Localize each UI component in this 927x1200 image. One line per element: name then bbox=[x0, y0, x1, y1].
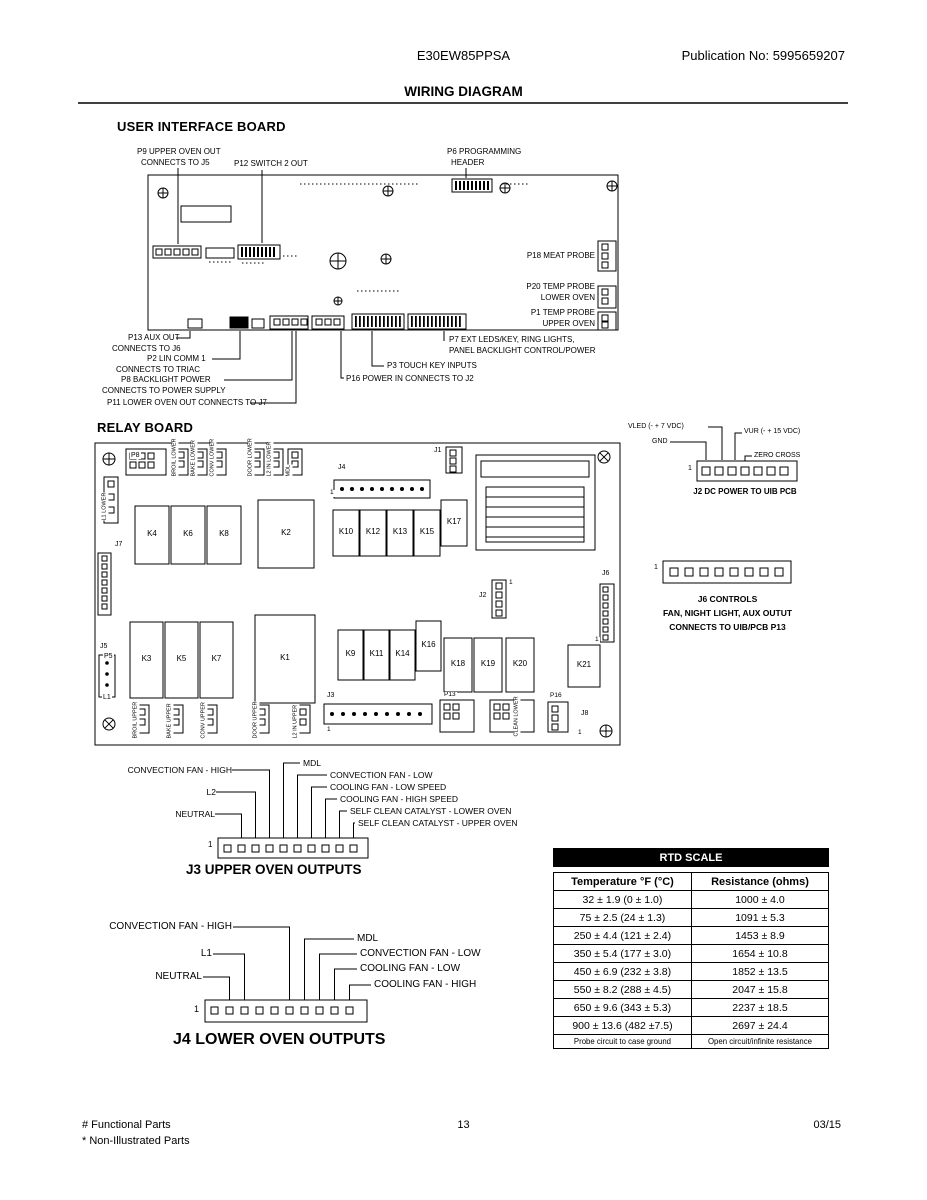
j4-connector-art bbox=[203, 927, 371, 1022]
uib-label-p20-1: P20 TEMP PROBE bbox=[526, 282, 595, 291]
relay-label-p5: P5 bbox=[104, 653, 113, 660]
rtd-res-cell: 1654 ± 10.8 bbox=[691, 945, 828, 963]
uib-label-p11: P11 LOWER OVEN OUT CONNECTS TO J7 bbox=[107, 398, 267, 407]
publication-number: Publication No: 5995659207 bbox=[681, 48, 845, 63]
relay-k13: K13 bbox=[392, 527, 408, 536]
relay-j8-pin1: 1 bbox=[578, 729, 582, 736]
j4-label-cool-high: COOLING FAN - HIGH bbox=[374, 979, 477, 990]
uib-label-p6-1: P6 PROGRAMMING bbox=[447, 147, 522, 156]
model-number: E30EW85PPSA bbox=[416, 48, 511, 63]
page-title: WIRING DIAGRAM bbox=[404, 84, 523, 99]
rtd-res-cell: 2047 ± 15.8 bbox=[691, 981, 828, 999]
rtd-temp-cell: 75 ± 2.5 (24 ± 1.3) bbox=[554, 909, 692, 927]
relay-label-j7: J7 bbox=[115, 541, 123, 548]
j4-section-title: J4 LOWER OVEN OUTPUTS bbox=[173, 1031, 386, 1048]
relay-label-l1: L1 bbox=[103, 694, 111, 701]
relay-connector-j4 bbox=[334, 480, 430, 498]
relay-label-p13: P13 bbox=[444, 691, 456, 698]
relay-label-j6: J6 bbox=[602, 570, 610, 577]
footer-functional-parts: # Functional Parts bbox=[82, 1119, 171, 1131]
relay-k20: K20 bbox=[512, 659, 528, 668]
j3-label-l2: L2 bbox=[206, 787, 216, 797]
relay-k7: K7 bbox=[211, 654, 222, 663]
relay-k15: K15 bbox=[419, 527, 435, 536]
table-row bbox=[554, 891, 829, 909]
relay-label-j2: J2 bbox=[479, 592, 487, 599]
uib-bottom-connectors bbox=[188, 314, 466, 329]
rtd-res-cell: 2697 ± 24.4 bbox=[691, 1017, 828, 1035]
j4-pin1: 1 bbox=[194, 1004, 200, 1014]
rtd-col-res: Resistance (ohms) bbox=[691, 873, 828, 891]
uib-label-p20-2: LOWER OVEN bbox=[540, 292, 595, 302]
rtd-temp-cell: Probe circuit to case ground bbox=[554, 1035, 692, 1049]
relay-label-j8: J8 bbox=[581, 710, 589, 717]
rtd-title: RTD SCALE bbox=[553, 848, 829, 867]
uib-label-p13-1: P13 AUX OUT bbox=[128, 333, 180, 342]
uib-label-p9-1: P9 UPPER OVEN OUT bbox=[137, 147, 221, 156]
rtd-temp-cell: 32 ± 1.9 (0 ± 1.0) bbox=[554, 891, 692, 909]
footer-page-number: 13 bbox=[457, 1119, 470, 1131]
uib-label-p8-1: P8 BACKLIGHT POWER bbox=[121, 375, 211, 384]
footer-non-illustrated-parts: * Non-Illustrated Parts bbox=[82, 1135, 190, 1147]
uib-label-p18: P18 MEAT PROBE bbox=[526, 251, 595, 260]
relay-rot-bottom-5: CLEAN LOWER bbox=[513, 696, 520, 737]
transformer bbox=[476, 455, 595, 550]
uib-label-p3: P3 TOUCH KEY INPUTS bbox=[387, 361, 477, 370]
rtd-temp-cell: 900 ± 13.6 (482 ±7.5) bbox=[554, 1017, 692, 1035]
relay-k2: K2 bbox=[281, 528, 291, 537]
j6-controls-pin1: 1 bbox=[654, 564, 658, 571]
table-row bbox=[554, 981, 829, 999]
relay-rot-bottom-2: CONV UPPER bbox=[200, 702, 207, 739]
relay-label-j5: J5 bbox=[100, 643, 108, 650]
rtd-res-cell: 2237 ± 18.5 bbox=[691, 999, 828, 1017]
rtd-res-cell: Open circuit/infinite resistance bbox=[691, 1035, 828, 1049]
relay-j2-pin1: 1 bbox=[509, 579, 513, 586]
relay-k6: K6 bbox=[183, 529, 193, 538]
relay-k11: K11 bbox=[369, 649, 384, 658]
relay-connector-j2 bbox=[492, 580, 506, 618]
j3-label-sc-lower: SELF CLEAN CATALYST - LOWER OVEN bbox=[350, 806, 512, 816]
j4-label-conv-high: CONVECTION FAN - HIGH bbox=[109, 921, 232, 932]
j2-power-caption: J2 DC POWER TO UIB PCB bbox=[693, 487, 797, 496]
relay-k10: K10 bbox=[338, 527, 354, 536]
rtd-temp-cell: 650 ± 9.6 (343 ± 5.3) bbox=[554, 999, 692, 1017]
rtd-temp-cell: 450 ± 6.9 (232 ± 3.8) bbox=[554, 963, 692, 981]
relay-k21: K21 bbox=[576, 660, 592, 669]
table-row bbox=[554, 945, 829, 963]
table-row bbox=[554, 1017, 829, 1035]
j3-label-conv-low: CONVECTION FAN - LOW bbox=[330, 770, 433, 780]
relay-rot-top-2: CONV LOWER bbox=[209, 438, 216, 477]
relay-k14: K14 bbox=[395, 649, 410, 658]
annot-vur: VUR (- + 15 VDC) bbox=[744, 428, 801, 435]
relay-connector-j3 bbox=[324, 704, 432, 724]
uib-label-p8-2: CONNECTS TO POWER SUPPLY bbox=[102, 385, 226, 395]
relay-k1: K1 bbox=[280, 653, 290, 662]
relay-rot-top-4: L2 IN LOWER bbox=[266, 441, 273, 477]
j3-label-cool-high: COOLING FAN - HIGH SPEED bbox=[340, 794, 459, 804]
screw-icon bbox=[103, 451, 612, 737]
rtd-col-temp: Temperature °F (°C) bbox=[554, 873, 692, 891]
j4-label-cool-low: COOLING FAN - LOW bbox=[360, 963, 461, 974]
uib-label-p12: P12 SWITCH 2 OUT bbox=[234, 159, 308, 168]
j2-power-pin1: 1 bbox=[688, 465, 692, 472]
relay-board-art bbox=[95, 443, 620, 745]
relay-rot-top-1: BAKE LOWER bbox=[190, 440, 197, 477]
relay-connector-j6 bbox=[600, 584, 614, 642]
j6-controls-connector-art bbox=[663, 561, 791, 583]
relay-k17: K17 bbox=[446, 517, 462, 526]
relay-k12: K12 bbox=[365, 527, 381, 536]
j4-label-mdl: MDL bbox=[357, 933, 379, 944]
relay-label-j3: J3 bbox=[327, 692, 335, 699]
table-row bbox=[554, 927, 829, 945]
uib-connector-row bbox=[153, 245, 280, 259]
j4-label-conv-low: CONVECTION FAN - LOW bbox=[360, 948, 481, 959]
relay-k4: K4 bbox=[147, 529, 157, 538]
j6-caption-line1: J6 CONTROLS bbox=[697, 594, 758, 604]
j3-label-neutral: NEUTRAL bbox=[175, 809, 215, 819]
relay-k8: K8 bbox=[219, 529, 229, 538]
relay-connector-j1 bbox=[446, 447, 462, 473]
uib-label-p16: P16 POWER IN CONNECTS TO J2 bbox=[346, 373, 474, 383]
relay-rot-top-5: MDL bbox=[285, 464, 292, 477]
uib-probe-connectors bbox=[598, 241, 616, 330]
annot-zero-cross: ZERO CROSS bbox=[754, 452, 801, 459]
relay-j6-pin1: 1 bbox=[595, 636, 599, 643]
relay-rot-top-0: BROIL LOWER bbox=[171, 438, 178, 477]
relay-k5: K5 bbox=[176, 654, 187, 663]
rtd-res-cell: 1453 ± 8.9 bbox=[691, 927, 828, 945]
annot-vled: VLED (- + 7 VDC) bbox=[628, 423, 684, 430]
j6-caption-line2: FAN, NIGHT LIGHT, AUX OUTUT bbox=[662, 608, 793, 618]
relay-k19: K19 bbox=[480, 659, 496, 668]
uib-section-title: USER INTERFACE BOARD bbox=[117, 119, 286, 134]
relay-j3-pin1: 1 bbox=[327, 726, 331, 733]
relay-label-j1: J1 bbox=[434, 447, 442, 454]
relay-rot-bottom-4: L2 IN UPPER bbox=[292, 704, 299, 739]
dotted-pin-rows bbox=[209, 184, 530, 291]
j6-caption-line3: CONNECTS TO UIB/PCB P13 bbox=[669, 622, 786, 632]
relay-rot-l1-lower: L1 LOWER bbox=[101, 492, 108, 521]
j4-label-l1: L1 bbox=[200, 948, 212, 959]
table-row bbox=[554, 963, 829, 981]
relay-k18: K18 bbox=[450, 659, 466, 668]
uib-label-p13-2: CONNECTS TO J6 bbox=[112, 343, 181, 353]
annot-gnd: GND bbox=[652, 438, 668, 445]
uib-label-p1-2: UPPER OVEN bbox=[542, 318, 595, 328]
relay-label-p16: P16 bbox=[550, 692, 562, 699]
j3-label-sc-upper: SELF CLEAN CATALYST - UPPER OVEN bbox=[358, 818, 518, 828]
relay-j4-pin1: 1 bbox=[330, 489, 334, 496]
relay-rot-bottom-3: DOOR UPPER bbox=[252, 701, 259, 739]
uib-label-p2-1: P2 LIN COMM 1 bbox=[147, 354, 206, 363]
relay-rot-bottom-1: BAKE UPPER bbox=[166, 703, 173, 739]
rtd-temp-cell: 250 ± 4.4 (121 ± 2.4) bbox=[554, 927, 692, 945]
table-row bbox=[554, 999, 829, 1017]
relay-k3: K3 bbox=[141, 654, 152, 663]
rtd-res-cell: 1852 ± 13.5 bbox=[691, 963, 828, 981]
uib-label-p1-1: P1 TEMP PROBE bbox=[530, 308, 595, 317]
j3-label-mdl: MDL bbox=[303, 758, 321, 768]
rtd-res-cell: 1000 ± 4.0 bbox=[691, 891, 828, 909]
footer-date: 03/15 bbox=[813, 1119, 841, 1131]
j3-pin1: 1 bbox=[208, 840, 213, 849]
relay-rot-top-3: DOOR LOWER bbox=[247, 438, 254, 477]
relay-section-title: RELAY BOARD bbox=[97, 420, 194, 435]
relay-k16: K16 bbox=[421, 640, 436, 649]
relay-label-j4: J4 bbox=[338, 464, 346, 471]
relay-rot-bottom-0: BROIL UPPER bbox=[132, 701, 139, 739]
uib-label-p7-2: PANEL BACKLIGHT CONTROL/POWER bbox=[449, 346, 596, 355]
table-row bbox=[554, 1035, 829, 1049]
j4-label-neutral: NEUTRAL bbox=[155, 971, 202, 982]
j3-label-conv-high: CONVECTION FAN - HIGH bbox=[127, 765, 232, 775]
uib-label-p2-2: CONNECTS TO TRIAC bbox=[116, 364, 201, 374]
relay-label-p8: P8 bbox=[131, 452, 140, 459]
j3-label-cool-low: COOLING FAN - LOW SPEED bbox=[330, 782, 447, 792]
j3-section-title: J3 UPPER OVEN OUTPUTS bbox=[186, 862, 362, 877]
relay-k9: K9 bbox=[345, 649, 356, 658]
uib-label-p7-1: P7 EXT LEDS/KEY, RING LIGHTS, bbox=[449, 335, 575, 344]
uib-connector-p6 bbox=[452, 179, 492, 192]
rtd-table bbox=[553, 848, 829, 1049]
rtd-temp-cell: 550 ± 8.2 (288 ± 4.5) bbox=[554, 981, 692, 999]
uib-label-p6-2: HEADER bbox=[451, 157, 485, 167]
uib-label-p9-2: CONNECTS TO J5 bbox=[141, 157, 210, 167]
rtd-res-cell: 1091 ± 5.3 bbox=[691, 909, 828, 927]
table-row bbox=[554, 909, 829, 927]
rtd-temp-cell: 350 ± 5.4 (177 ± 3.0) bbox=[554, 945, 692, 963]
